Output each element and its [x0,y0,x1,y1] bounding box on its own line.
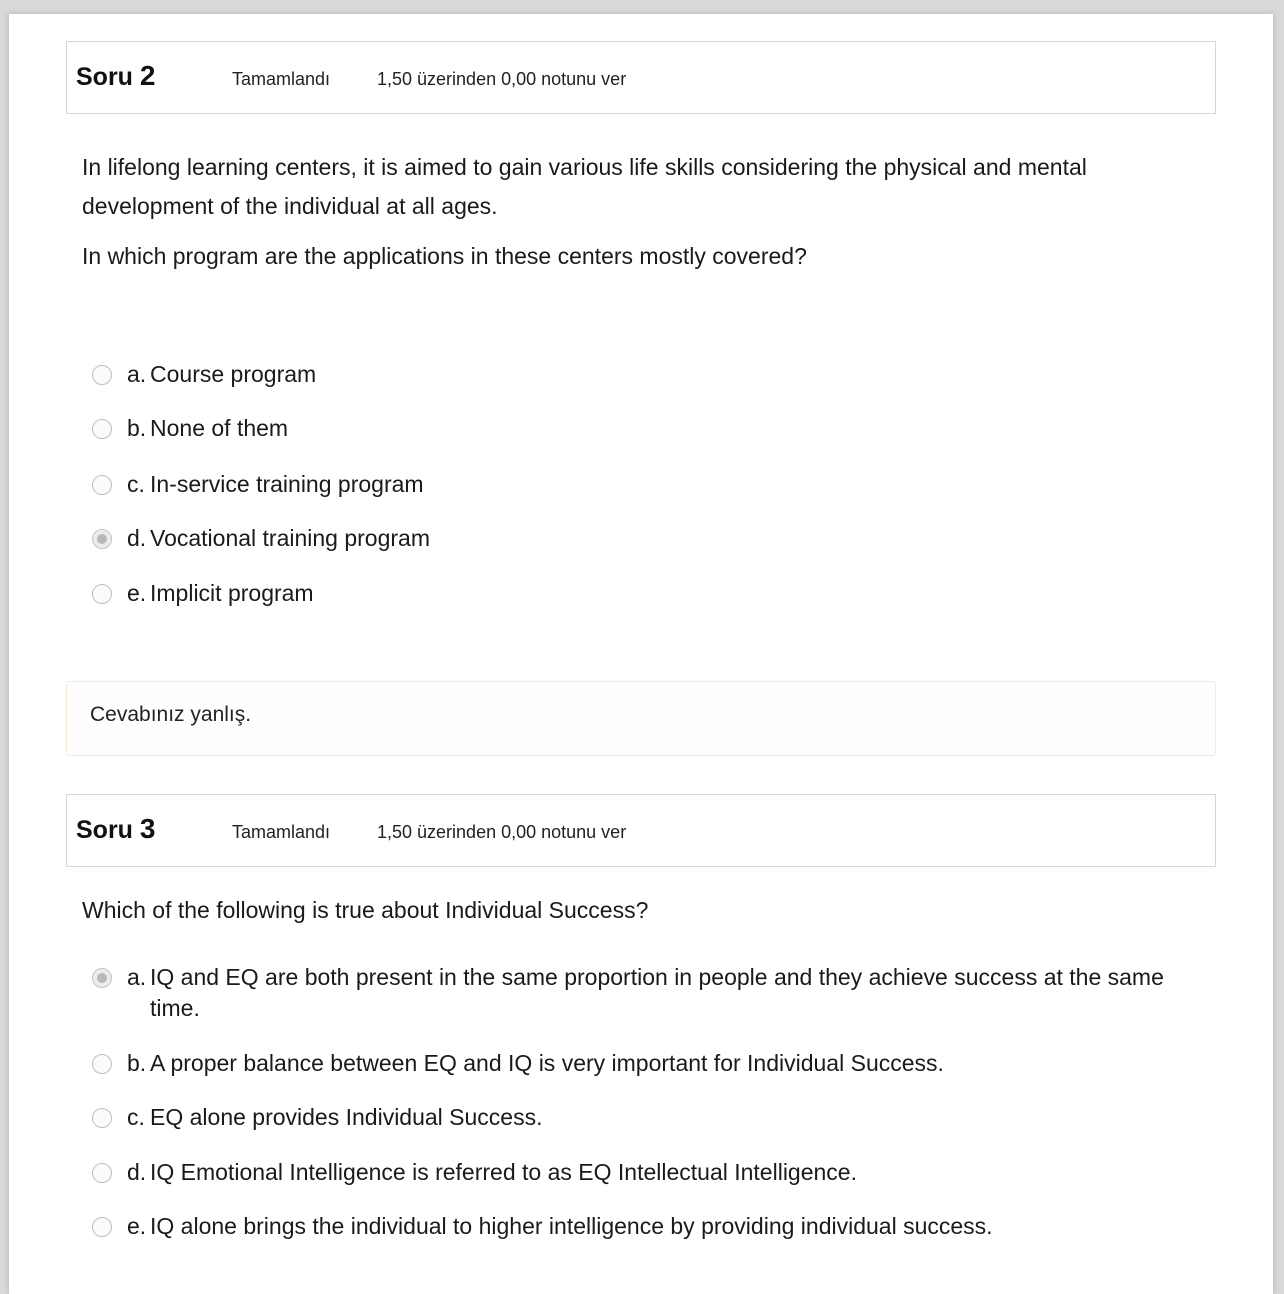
option-letter: b. [127,415,147,441]
q3-option-d[interactable] [92,1157,1192,1188]
option-text: EQ alone provides Individual Success. [150,1104,543,1130]
option-letter: a. [127,361,147,387]
option-letter: a. [127,964,147,990]
radio-button[interactable] [92,1108,112,1128]
question-title [76,813,155,845]
option-letter: d. [127,1159,147,1185]
q2-option-b[interactable] [92,413,1192,444]
answer-feedback-box [66,681,1216,756]
question-grade: 1,50 üzerinden 0,00 notunu ver [377,69,627,89]
q3-option-c[interactable] [92,1102,1192,1133]
option-text: None of them [150,415,289,441]
option-letter: c. [127,471,145,497]
question-2-prompt: In which program are the applications in these centers mostly covered? [82,243,807,269]
radio-button[interactable] [92,365,112,385]
option-letter: e. [127,580,147,606]
question-3-header [66,794,1216,867]
q2-option-e[interactable] [92,578,1192,609]
option-text: In-service training program [150,471,424,497]
q3-option-a[interactable] [92,962,1192,1024]
q3-option-e[interactable] [92,1211,1192,1242]
option-letter: d. [127,525,147,551]
q3-option-b[interactable] [92,1048,1192,1079]
question-grade: 1,50 üzerinden 0,00 notunu ver [377,822,627,842]
q2-option-d[interactable] [92,523,1192,554]
radio-button[interactable] [92,1163,112,1183]
radio-button[interactable] [92,475,112,495]
question-number: 2 [139,60,156,91]
option-text: IQ and EQ are both present in the same proportion in people and they achieve success at the same time. [150,964,1164,1021]
option-text: Vocational training program [150,525,430,551]
option-text: Implicit program [150,580,314,606]
question-title [76,60,155,92]
question-2-text: In lifelong learning centers, it is aimed to gain various life skills considering the physical and mental development of the individual at all ages. [82,154,1087,219]
quiz-review-page [9,14,1273,1294]
question-state: Tamamlandı [232,69,331,89]
option-text: IQ Emotional Intelligence is referred to as EQ Intellectual Intelligence. [150,1159,857,1185]
q2-option-c[interactable] [92,469,1192,500]
question-state: Tamamlandı [232,822,331,842]
question-label: Soru [76,816,133,844]
radio-button[interactable] [92,584,112,604]
option-text: A proper balance between EQ and IQ is very important for Individual Success. [150,1050,944,1076]
radio-button[interactable] [92,1054,112,1074]
radio-button[interactable] [92,1217,112,1237]
feedback-text: Cevabınız yanlış. [90,703,252,726]
option-letter: c. [127,1104,145,1130]
question-2-header [66,41,1216,114]
option-letter: e. [127,1213,147,1239]
option-letter: b. [127,1050,147,1076]
option-text: IQ alone brings the individual to higher intelligence by providing individual success. [150,1213,993,1239]
radio-button-selected[interactable] [92,968,112,988]
q2-option-a[interactable] [92,359,1192,390]
radio-button-selected[interactable] [92,529,112,549]
option-text: Course program [150,361,317,387]
question-number: 3 [139,813,156,844]
question-label: Soru [76,63,133,91]
radio-button[interactable] [92,419,112,439]
question-3-text: Which of the following is true about Individual Success? [82,897,649,923]
